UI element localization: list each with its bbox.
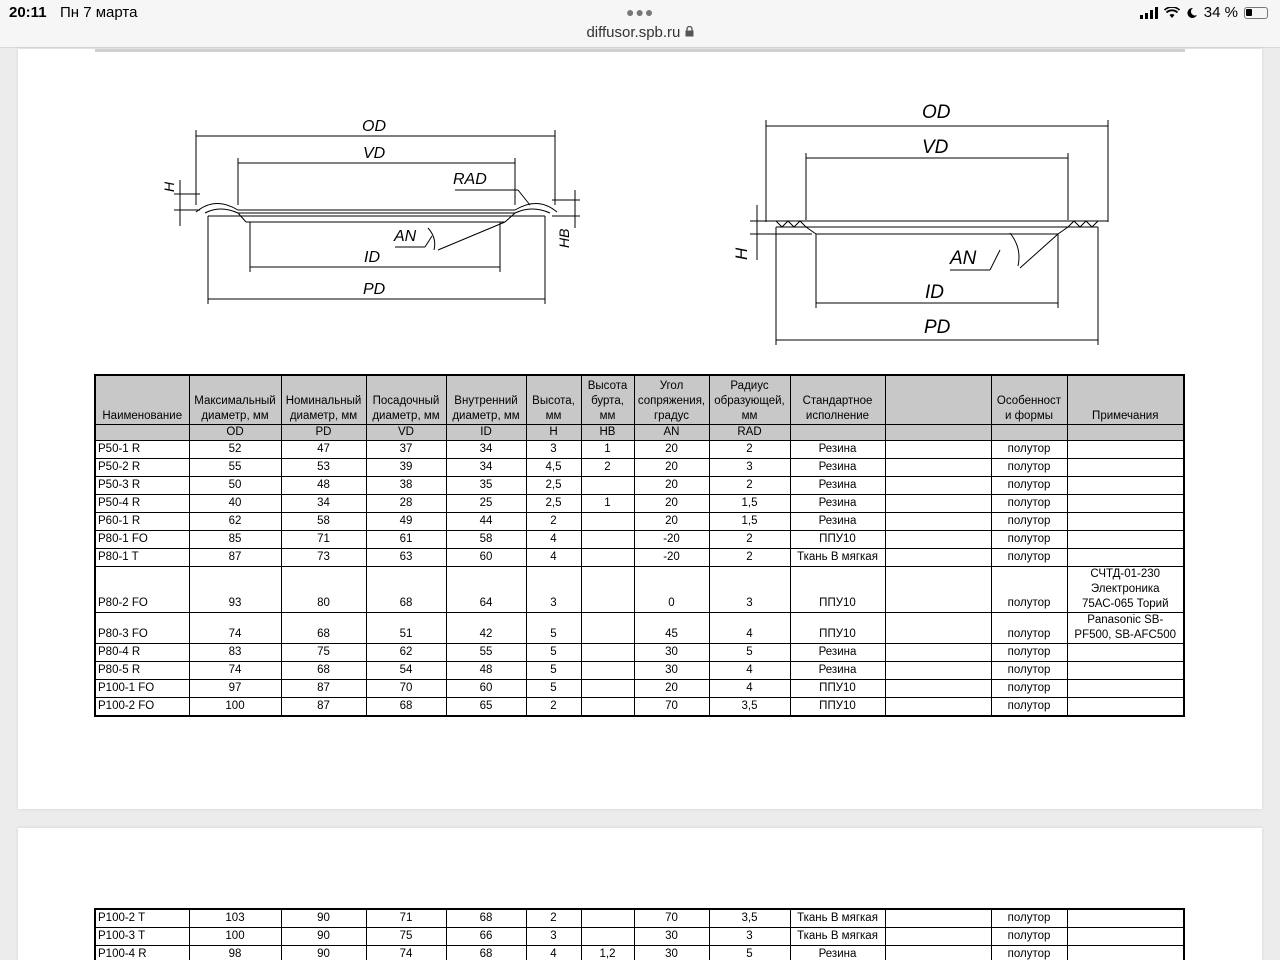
cell-note	[1067, 928, 1184, 946]
cell-vd: 39	[366, 458, 446, 476]
cell-h: 5	[526, 612, 581, 643]
cell-rad: 3	[709, 458, 790, 476]
column-code	[991, 424, 1067, 440]
cell-hb: 2	[581, 458, 634, 476]
table-row	[95, 697, 1184, 716]
cell-od: 50	[189, 476, 281, 494]
header-code-row	[95, 424, 1184, 440]
label-id-left: ID	[364, 249, 380, 266]
cell-note	[1067, 530, 1184, 548]
cell-h: 5	[526, 643, 581, 661]
cell-pd: 68	[281, 612, 366, 643]
cell-hb	[581, 512, 634, 530]
cell-id: 68	[446, 946, 526, 960]
cell-hb: 1,2	[581, 946, 634, 960]
label-h-right: H	[732, 247, 751, 260]
cell-hb	[581, 566, 634, 612]
cell-shape: полутор	[991, 548, 1067, 566]
spec-table-continued	[94, 908, 1185, 960]
table-row	[95, 909, 1184, 928]
cell-note	[1067, 512, 1184, 530]
cell-od: 55	[189, 458, 281, 476]
cell-note	[1067, 661, 1184, 679]
cell-vd: 51	[366, 612, 446, 643]
cell-h: 4,5	[526, 458, 581, 476]
table-row	[95, 548, 1184, 566]
table-row	[95, 476, 1184, 494]
column-code: VD	[366, 424, 446, 440]
cell-extra	[885, 530, 991, 548]
technical-drawing	[0, 0, 1280, 360]
cell-pd: 58	[281, 512, 366, 530]
label-an-right: AN	[950, 248, 977, 269]
table-row	[95, 566, 1184, 612]
cell-vd: 54	[366, 661, 446, 679]
status-date: Пн 7 марта	[60, 4, 138, 21]
cell-od: 83	[189, 643, 281, 661]
column-header: Высота бурта, мм	[581, 375, 634, 424]
column-code	[885, 424, 991, 440]
cell-h: 2,5	[526, 476, 581, 494]
cell-name: P100-4 R	[95, 946, 189, 960]
cell-rad: 4	[709, 661, 790, 679]
cell-name: P80-1 T	[95, 548, 189, 566]
cell-extra	[885, 909, 991, 928]
cell-od: 100	[189, 928, 281, 946]
column-code	[95, 424, 189, 440]
cell-h: 2	[526, 909, 581, 928]
cell-shape: полутор	[991, 909, 1067, 928]
cell-id: 34	[446, 458, 526, 476]
cell-hb	[581, 530, 634, 548]
cell-pd: 47	[281, 440, 366, 458]
table-row	[95, 643, 1184, 661]
label-vd-left: VD	[363, 145, 386, 162]
table-row	[95, 458, 1184, 476]
cell-name: P80-1 FO	[95, 530, 189, 548]
cell-an: -20	[634, 548, 709, 566]
cell-pd: 80	[281, 566, 366, 612]
cell-pd: 90	[281, 946, 366, 960]
cell-vd: 49	[366, 512, 446, 530]
cell-std: Ткань В мягкая	[790, 909, 885, 928]
column-header: Радиус образующей, мм	[709, 375, 790, 424]
cell-od: 40	[189, 494, 281, 512]
cell-an: 70	[634, 909, 709, 928]
cell-extra	[885, 440, 991, 458]
cell-vd: 71	[366, 909, 446, 928]
cell-std: ППУ10	[790, 697, 885, 716]
cell-note	[1067, 440, 1184, 458]
cell-rad: 5	[709, 946, 790, 960]
cell-extra	[885, 679, 991, 697]
cell-extra	[885, 566, 991, 612]
cell-h: 2,5	[526, 494, 581, 512]
column-code: HB	[581, 424, 634, 440]
cell-std: Резина	[790, 476, 885, 494]
cell-name: P80-2 FO	[95, 566, 189, 612]
column-code: OD	[189, 424, 281, 440]
cell-std: Резина	[790, 458, 885, 476]
cell-id: 44	[446, 512, 526, 530]
column-code: ID	[446, 424, 526, 440]
label-pd-left: PD	[363, 281, 386, 298]
cell-rad: 1,5	[709, 494, 790, 512]
cell-hb: 1	[581, 440, 634, 458]
cell-shape: полутор	[991, 476, 1067, 494]
cell-name: P80-4 R	[95, 643, 189, 661]
column-code: AN	[634, 424, 709, 440]
cell-pd: 75	[281, 643, 366, 661]
cell-pd: 90	[281, 909, 366, 928]
cell-od: 98	[189, 946, 281, 960]
cell-note	[1067, 476, 1184, 494]
cell-h: 4	[526, 548, 581, 566]
cell-vd: 75	[366, 928, 446, 946]
cell-rad: 4	[709, 679, 790, 697]
cell-note	[1067, 697, 1184, 716]
cell-vd: 61	[366, 530, 446, 548]
cell-od: 52	[189, 440, 281, 458]
cell-an: 20	[634, 476, 709, 494]
cell-an: 30	[634, 643, 709, 661]
spec-table	[94, 374, 1185, 717]
cell-extra	[885, 928, 991, 946]
cell-name: P50-3 R	[95, 476, 189, 494]
cell-an: 45	[634, 612, 709, 643]
column-code: RAD	[709, 424, 790, 440]
cell-note	[1067, 946, 1184, 960]
cell-shape: полутор	[991, 928, 1067, 946]
cell-shape: полутор	[991, 946, 1067, 960]
url-text: diffusor.spb.ru	[586, 24, 681, 41]
cell-od: 103	[189, 909, 281, 928]
cell-note	[1067, 494, 1184, 512]
cell-h: 4	[526, 530, 581, 548]
cell-std: Ткань В мягкая	[790, 548, 885, 566]
cell-od: 87	[189, 548, 281, 566]
cell-an: 30	[634, 946, 709, 960]
table-row	[95, 661, 1184, 679]
label-id-right: ID	[925, 282, 944, 303]
cell-h: 2	[526, 697, 581, 716]
cell-rad: 3,5	[709, 697, 790, 716]
cell-id: 34	[446, 440, 526, 458]
cell-vd: 68	[366, 566, 446, 612]
table-row	[95, 928, 1184, 946]
cell-rad: 3,5	[709, 909, 790, 928]
cell-id: 66	[446, 928, 526, 946]
column-header: Максимальный диаметр, мм	[189, 375, 281, 424]
cell-vd: 62	[366, 643, 446, 661]
cell-id: 48	[446, 661, 526, 679]
column-header	[885, 375, 991, 424]
cell-std: ППУ10	[790, 679, 885, 697]
cell-std: ППУ10	[790, 566, 885, 612]
cell-std: Резина	[790, 661, 885, 679]
cell-note	[1067, 458, 1184, 476]
cell-pd: 48	[281, 476, 366, 494]
header-row	[95, 375, 1184, 424]
cell-shape: полутор	[991, 458, 1067, 476]
cell-h: 5	[526, 679, 581, 697]
label-od-right: OD	[922, 102, 951, 123]
cell-od: 97	[189, 679, 281, 697]
label-an-left: AN	[394, 228, 417, 245]
cell-name: P60-1 R	[95, 512, 189, 530]
cell-extra	[885, 946, 991, 960]
cell-hb	[581, 679, 634, 697]
column-header: Наименование	[95, 375, 189, 424]
table-row	[95, 612, 1184, 643]
cell-rad: 2	[709, 530, 790, 548]
cell-note: Panasonic SB-PF500, SB-AFC500	[1067, 612, 1184, 643]
cell-note	[1067, 548, 1184, 566]
column-code	[790, 424, 885, 440]
cell-od: 93	[189, 566, 281, 612]
cell-extra	[885, 643, 991, 661]
cell-name: P50-2 R	[95, 458, 189, 476]
label-hb-left: HB	[556, 228, 572, 248]
cell-name: P50-1 R	[95, 440, 189, 458]
cell-od: 100	[189, 697, 281, 716]
cell-shape: полутор	[991, 530, 1067, 548]
cell-rad: 2	[709, 476, 790, 494]
cell-note: СЧТД-01-230 Электроника 75АС-065 Торий	[1067, 566, 1184, 612]
table-row	[95, 440, 1184, 458]
cell-shape: полутор	[991, 566, 1067, 612]
cell-pd: 73	[281, 548, 366, 566]
cell-pd: 87	[281, 697, 366, 716]
cell-an: 30	[634, 661, 709, 679]
cell-name: P50-4 R	[95, 494, 189, 512]
cell-an: 20	[634, 440, 709, 458]
cell-extra	[885, 458, 991, 476]
cell-shape: полутор	[991, 494, 1067, 512]
cell-note	[1067, 679, 1184, 697]
column-header: Высота, мм	[526, 375, 581, 424]
cell-shape: полутор	[991, 661, 1067, 679]
cell-shape: полутор	[991, 679, 1067, 697]
cell-vd: 68	[366, 697, 446, 716]
cell-std: ППУ10	[790, 530, 885, 548]
cell-od: 62	[189, 512, 281, 530]
cell-std: Резина	[790, 440, 885, 458]
cell-name: P100-2 T	[95, 909, 189, 928]
column-header: Особенност и формы	[991, 375, 1067, 424]
cell-id: 60	[446, 679, 526, 697]
cell-shape: полутор	[991, 440, 1067, 458]
cell-id: 64	[446, 566, 526, 612]
cell-vd: 38	[366, 476, 446, 494]
cell-name: P100-2 FO	[95, 697, 189, 716]
cell-name: P100-3 T	[95, 928, 189, 946]
cell-id: 58	[446, 530, 526, 548]
cell-an: 20	[634, 494, 709, 512]
column-header: Посадочный диаметр, мм	[366, 375, 446, 424]
cell-od: 74	[189, 661, 281, 679]
battery-percent: 34 %	[1203, 4, 1238, 21]
cell-od: 85	[189, 530, 281, 548]
cell-pd: 87	[281, 679, 366, 697]
column-header: Угол сопряжения, градус	[634, 375, 709, 424]
cell-shape: полутор	[991, 697, 1067, 716]
cell-extra	[885, 512, 991, 530]
cell-extra	[885, 697, 991, 716]
label-pd-right: PD	[924, 317, 951, 338]
cell-hb	[581, 548, 634, 566]
cell-hb: 1	[581, 494, 634, 512]
cell-hb	[581, 612, 634, 643]
cell-pd: 90	[281, 928, 366, 946]
column-header: Примечания	[1067, 375, 1184, 424]
cell-hb	[581, 909, 634, 928]
cell-h: 3	[526, 440, 581, 458]
label-rad-left: RAD	[453, 171, 487, 188]
table-row	[95, 679, 1184, 697]
cell-pd: 34	[281, 494, 366, 512]
cell-an: 20	[634, 458, 709, 476]
cell-vd: 37	[366, 440, 446, 458]
cell-h: 3	[526, 928, 581, 946]
cell-extra	[885, 661, 991, 679]
cell-h: 5	[526, 661, 581, 679]
cell-pd: 68	[281, 661, 366, 679]
cell-id: 65	[446, 697, 526, 716]
cell-od: 74	[189, 612, 281, 643]
cell-an: 0	[634, 566, 709, 612]
cell-extra	[885, 612, 991, 643]
table-row	[95, 530, 1184, 548]
cell-rad: 2	[709, 548, 790, 566]
cell-an: 20	[634, 679, 709, 697]
cell-vd: 70	[366, 679, 446, 697]
cell-vd: 28	[366, 494, 446, 512]
column-header: Номинальный диаметр, мм	[281, 375, 366, 424]
cell-rad: 3	[709, 566, 790, 612]
cell-extra	[885, 494, 991, 512]
cell-id: 42	[446, 612, 526, 643]
cell-hb	[581, 476, 634, 494]
cell-note	[1067, 643, 1184, 661]
cell-h: 3	[526, 566, 581, 612]
cell-std: Ткань В мягкая	[790, 928, 885, 946]
cell-pd: 53	[281, 458, 366, 476]
column-code: H	[526, 424, 581, 440]
cell-rad: 4	[709, 612, 790, 643]
cell-id: 35	[446, 476, 526, 494]
cell-std: ППУ10	[790, 612, 885, 643]
cell-rad: 3	[709, 928, 790, 946]
cell-name: P80-3 FO	[95, 612, 189, 643]
cell-shape: полутор	[991, 643, 1067, 661]
cell-id: 25	[446, 494, 526, 512]
cell-h: 4	[526, 946, 581, 960]
cell-pd: 71	[281, 530, 366, 548]
cell-hb	[581, 661, 634, 679]
cell-h: 2	[526, 512, 581, 530]
cell-id: 55	[446, 643, 526, 661]
cell-extra	[885, 548, 991, 566]
cell-name: P100-1 FO	[95, 679, 189, 697]
column-code: PD	[281, 424, 366, 440]
more-dots-icon[interactable]: ●●●	[626, 4, 655, 20]
table-row	[95, 512, 1184, 530]
column-header: Стандартное исполнение	[790, 375, 885, 424]
cell-vd: 63	[366, 548, 446, 566]
cell-std: Резина	[790, 512, 885, 530]
cell-an: 20	[634, 512, 709, 530]
cell-rad: 5	[709, 643, 790, 661]
cell-hb	[581, 643, 634, 661]
cell-note	[1067, 909, 1184, 928]
cell-an: 30	[634, 928, 709, 946]
column-code	[1067, 424, 1184, 440]
cell-hb	[581, 697, 634, 716]
cell-rad: 2	[709, 440, 790, 458]
cell-std: Резина	[790, 494, 885, 512]
table-row	[95, 494, 1184, 512]
status-time: 20:11	[9, 4, 47, 21]
cell-std: Резина	[790, 643, 885, 661]
label-h-left: H	[161, 181, 177, 192]
cell-shape: полутор	[991, 612, 1067, 643]
column-header: Внутренний диаметр, мм	[446, 375, 526, 424]
cell-vd: 74	[366, 946, 446, 960]
cell-extra	[885, 476, 991, 494]
cell-an: -20	[634, 530, 709, 548]
cell-shape: полутор	[991, 512, 1067, 530]
cell-std: Резина	[790, 946, 885, 960]
label-od-left: OD	[362, 118, 386, 135]
table-row	[95, 946, 1184, 960]
cell-id: 60	[446, 548, 526, 566]
cell-an: 70	[634, 697, 709, 716]
label-vd-right: VD	[922, 137, 949, 158]
cell-name: P80-5 R	[95, 661, 189, 679]
cell-id: 68	[446, 909, 526, 928]
cell-hb	[581, 928, 634, 946]
cell-rad: 1,5	[709, 512, 790, 530]
